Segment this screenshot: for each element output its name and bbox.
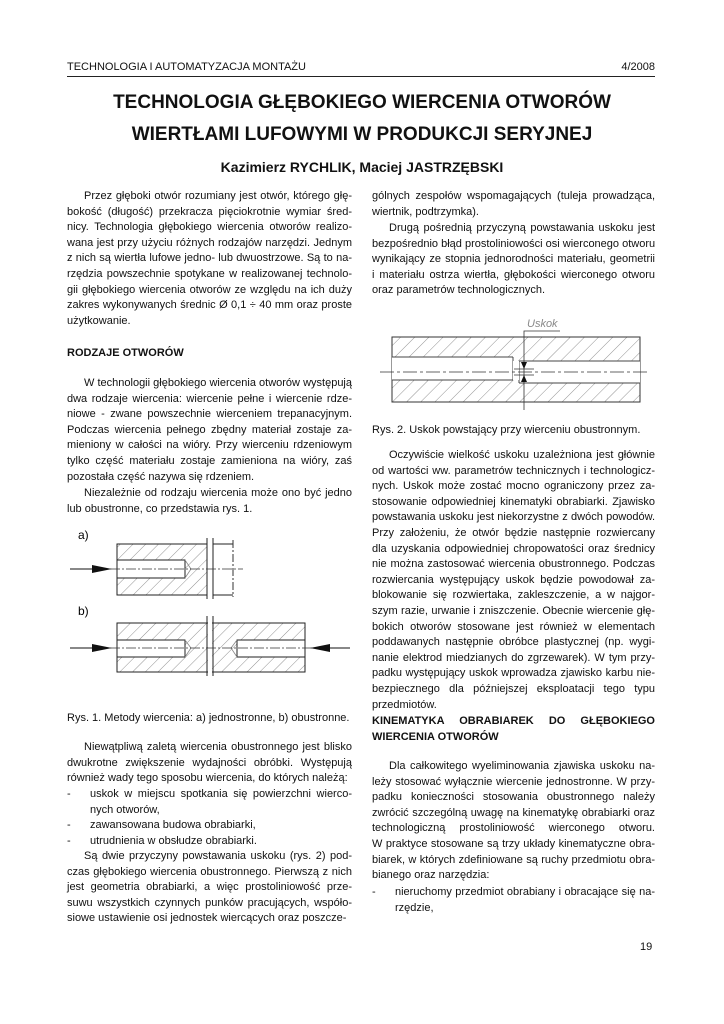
section-heading-rodzaje: RODZAJE OTWORÓW <box>67 347 184 359</box>
text-line: gii głębokiego wiercenia otworów ze względu na ich duży <box>67 283 352 296</box>
text-line: gólnych zespołów wspomagających (tuleja prowadząca, <box>372 190 655 202</box>
text-line: Oczywiście wielkość uskoku uzależniona jest głównie <box>389 449 655 461</box>
text-line: padku konieczności stosowania obustronnego należy <box>372 791 655 804</box>
paragraph-advantages <box>67 740 352 787</box>
text-line: blokowanie się rozwiertaka, zakleszczenie, a w najgor- <box>372 589 655 602</box>
text-line: z nich są wiertła lufowe jedno- lub dwuostrzowe. Są to na- <box>67 252 352 265</box>
text-line: Niewątpliwą zaletą wiercenia obustronnego jest blisko <box>84 741 352 753</box>
text-line: Są dwie przyczyny powstawania uskoku (rys. 2) pod- <box>84 850 352 862</box>
figure-1-label-a: a) <box>78 528 89 542</box>
text-line: szym razie, urwanie i zniszczenie. Obecnie wiercenie głę- <box>372 604 655 617</box>
text-line: utrudnienia w obsłudze obrabiarki. <box>90 834 257 847</box>
paragraph-types <box>67 376 352 485</box>
figure-1 <box>60 515 360 695</box>
text-line: i materiału ostrza wiertła, głębokości wierconego otworu <box>372 268 655 281</box>
title-line-2: WIERTŁAMI LUFOWYMI W PRODUKCJI SERYJNEJ <box>131 124 593 145</box>
title-line-1: TECHNOLOGIA GŁĘBOKIEGO WIERCENIA OTWORÓW <box>113 92 611 113</box>
authors: Kazimierz RYCHLIK, Maciej JASTRZĘBSKI <box>220 159 504 175</box>
text-line: zakres wykonywanych średnic Ø 0,1 ÷ 40 mm oraz proste <box>67 299 352 312</box>
figure-1-label-b: b) <box>78 604 89 618</box>
text-line: W technologii głębokiego wiercenia otworów występują <box>84 377 352 389</box>
text-line: również wady tego sposobu wiercenia, do których należą: <box>67 772 348 785</box>
header-divider <box>67 76 655 77</box>
list-item <box>67 834 352 850</box>
text-line: Przez głęboki otwór rozumiany jest otwór, którego głę- <box>84 190 352 202</box>
text-line: bezpiecznego dla późniejszej eksploatacji tego typu <box>372 682 655 695</box>
section-heading-kinematyka <box>372 714 655 745</box>
journal-name: TECHNOLOGIA I AUTOMATYZACJA MONTAŻU <box>67 61 306 73</box>
list-item <box>67 818 352 834</box>
paragraph-step-size <box>372 448 655 713</box>
text-line: rozwiercania występujący uskok będzie powodował za- <box>372 573 655 586</box>
text-line: niowe - zwane powszechnie wierceniem trepanacyjnym. <box>67 408 352 421</box>
text-line: technologiczną prostoliniowość wierconego otworu. <box>372 822 655 835</box>
list-bullet: - <box>67 834 71 847</box>
text-line: poddawanych następnie obróbce plastycznej (np. wygi- <box>372 636 655 649</box>
paragraph-intro <box>67 189 352 329</box>
list-bullet: - <box>372 886 376 898</box>
text-line: rzędzie, <box>395 901 434 914</box>
text-line: rzędzia powszechnie spotykane w realizowanej technolo- <box>67 267 352 280</box>
workpiece-b <box>110 616 312 676</box>
feed-arrow-b-left <box>70 644 112 652</box>
text-line: zwrócić szczególną uwagę na kinematykę obrabiarki oraz <box>372 806 655 819</box>
text-line: nanie elektrod miedzianych do zgrzewarek). W tym przy- <box>372 651 655 664</box>
text-line: WIERCENIA OTWORÓW <box>372 730 499 743</box>
text-line: dwukrotne zwiększenie wydajności obróbki. Występują <box>67 756 352 769</box>
text-line: wiertnik, podtrzymka). <box>372 205 479 218</box>
figure-2-caption: Rys. 2. Uskok powstający przy wierceniu obustronnym. <box>372 424 641 436</box>
text-line: W praktyce stosowane są trzy układy kinematyczne obra- <box>372 837 655 850</box>
text-line: leży stosować wyłącznie wiercenie jednostronne. W przy- <box>372 775 655 788</box>
text-line: nicy. Technologia głębokiego wiercenia otworów realizo- <box>67 221 352 234</box>
paragraph-kinematics <box>372 759 655 884</box>
text-line: Przy założeniu, że otwór będzie następnie rozwiercany <box>372 526 655 539</box>
text-line: nych. Uskok może zostać mocno ograniczony przez za- <box>372 480 655 493</box>
text-line: stosowanie odpowiedniej kinematyki obrabiarki. Zjawisko <box>372 495 655 508</box>
figure-2 <box>380 315 650 410</box>
text-line: biarek, w których zdefiniowane są ruchy przedmiotu obra- <box>372 853 655 866</box>
figure-1-caption: Rys. 1. Metody wiercenia: a) jednostronne, b) obustronne. <box>67 712 350 724</box>
text-line: wana jest przy użyciu różnych rodzajów narzędzi. Jednym <box>67 236 352 249</box>
list-kinematic-systems <box>372 885 655 916</box>
list-item <box>372 885 655 916</box>
feed-arrow-b-right <box>310 644 350 652</box>
text-line: od wartości ww. parametrów technicznych i technologicz- <box>372 464 655 477</box>
text-line: wynikający ze stopnia jednorodności materiału, geometrii <box>372 253 655 266</box>
text-line: dwa rodzaje wiercenia: wiercenie pełne i wiercenie rdze- <box>67 392 352 405</box>
text-line: nych otworów, <box>90 803 160 816</box>
text-line: Podczas wiercenia pełnego zbędny materiał zostaje za- <box>67 423 352 436</box>
text-line: KINEMATYKA OBRABIAREK DO GŁĘBOKIEGO <box>372 715 655 727</box>
text-line: zawansowana budowa obrabiarki, <box>90 819 256 832</box>
paragraph-causes <box>67 849 352 927</box>
list-disadvantages <box>67 787 352 849</box>
paragraph-continued <box>372 189 655 220</box>
text-line: oraz parametrów technologicznych. <box>372 284 546 297</box>
list-bullet: - <box>67 819 71 832</box>
paragraph-second-cause <box>372 221 655 299</box>
text-line: nie można zastosować wiercenia obustronnego. Podczas <box>372 558 655 571</box>
text-line: padku występujący uskok wprowadza zjawisko karbu nie- <box>372 667 655 680</box>
page-number: 19 <box>640 941 653 953</box>
uskok-label: Uskok <box>527 318 558 330</box>
text-line: bianego oraz narzędzia: <box>372 869 490 882</box>
text-line: jest geometria obrabiarki, a więc prostoliniowość prze- <box>67 881 352 894</box>
text-line: Drugą pośrednią przyczyną powstawania uskoku jest <box>389 222 655 234</box>
text-line: siowe ustawienie osi jednostek wiercących oraz poszcze- <box>67 912 347 925</box>
text-line: przedmiotów. <box>372 698 437 711</box>
text-line: mieniony w całości na wióry. Przy wierceniu rdzeniowym <box>67 439 352 452</box>
text-line: tylko część materiału zostaje zamieniona na wióry, zaś <box>67 454 352 467</box>
text-line: powstawania uskoku jest niekorzystne z dwóch powodów. <box>372 511 655 524</box>
list-item <box>67 787 352 818</box>
paragraph-sides <box>67 486 352 517</box>
text-line: bezpośrednio błąd prostoliniowości osi wierconego otworu <box>372 237 656 250</box>
issue-number: 4/2008 <box>621 61 655 73</box>
text-line: lub obustronne, co przedstawia rys. 1. <box>67 502 253 515</box>
text-line: uskok w miejscu spotkania się powierzchni wierco- <box>90 788 352 800</box>
workpiece-a <box>110 538 243 599</box>
text-line: nieruchomy przedmiot obrabiany i obracające się na- <box>395 886 655 898</box>
text-line: czas głębokiego wiercenia obustronnego. Pierwszą z nich <box>67 865 352 878</box>
text-line: Niezależnie od rodzaju wiercenia może ono być jedno <box>84 487 352 499</box>
feed-arrow-a <box>70 565 112 573</box>
text-line: Dla całkowitego wyeliminowania zjawiska uskoku na- <box>389 760 655 772</box>
workpiece-step <box>380 337 650 402</box>
text-line: użytkowanie. <box>67 314 131 327</box>
text-line: bokość (długość) przekracza pięciokrotnie wymiar śred- <box>67 205 352 218</box>
text-line: bokich otworów stosowane jest również w elementach <box>372 620 655 633</box>
list-bullet: - <box>67 788 71 800</box>
text-line: suwu wszystkich czynnych punków pracujących, współo- <box>67 896 352 909</box>
text-line: pozostała część nazywa się rdzeniem. <box>67 470 255 483</box>
text-line: dla uzyskania odpowiedniej chropowatości oraz średnicy <box>372 542 655 555</box>
